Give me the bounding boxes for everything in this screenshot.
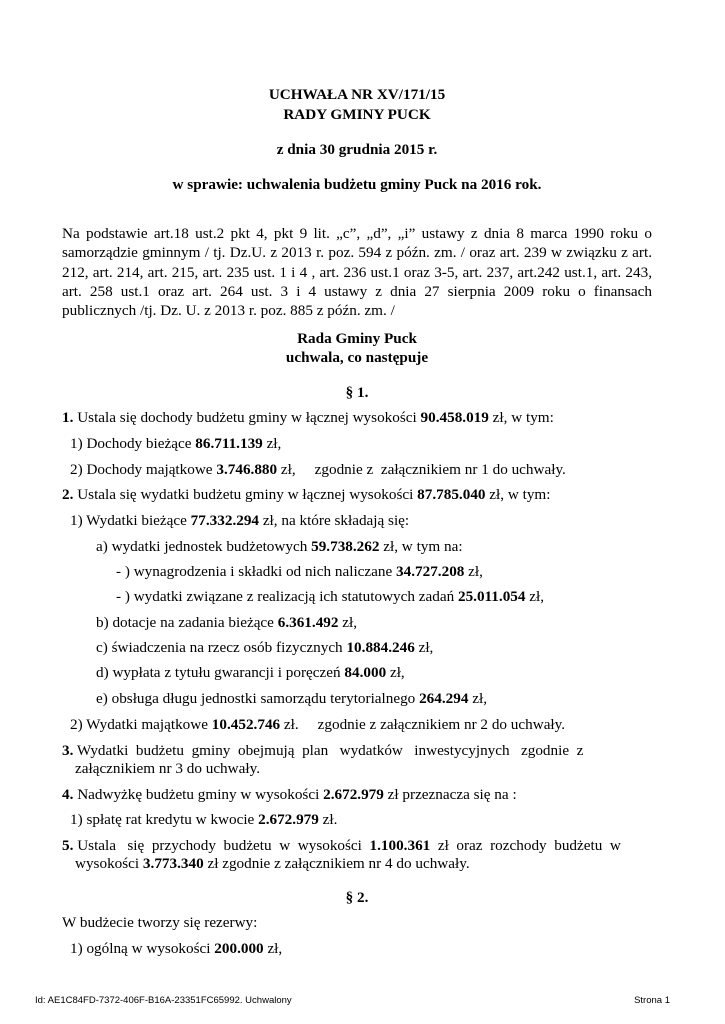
budget-units-expenditures-item: a) wydatki jednostek budżetowych 59.738.262 zł, w tym na: (96, 538, 463, 555)
point-5-continuation: wysokości 3.773.340 zł zgodnie z załącznikiem nr 4 do uchwały. (75, 855, 470, 872)
amount: 264.294 (419, 690, 469, 707)
amount: 10.884.246 (346, 639, 415, 656)
property-expenditures-item: 2) Wydatki majątkowe 10.452.746 zł. zgodnie z załącznikiem nr 2 do uchwały. (70, 716, 566, 733)
document-id-footer: Id: AE1C84FD-7372-406F-B16A-23351FC65992. Uchwalony (35, 995, 292, 1006)
current-subsidies-item: b) dotacje na zadania bieżące 6.361.492 zł, (96, 614, 358, 631)
amount: 10.452.746 (211, 716, 281, 733)
amount: 59.738.262 (311, 538, 380, 555)
amount: 87.785.040 (417, 486, 486, 503)
point-number: 2. (62, 486, 74, 503)
amount: 2.672.979 (323, 786, 384, 803)
point-1-revenues: 1. Ustala się dochody budżetu gminy w łącznej wysokości 90.458.019 zł, w tym: (62, 409, 554, 426)
resolution-subject: w sprawie: uchwalenia budżetu gminy Puck na 2016 rok. (172, 176, 542, 193)
resolution-number: UCHWAŁA NR XV/171/15 (268, 86, 446, 103)
loan-repayment-item: 1) spłatę rat kredytu w kwocie 2.672.979 zł. (70, 811, 338, 828)
point-number: 1. (62, 409, 74, 426)
point-5-revenues-expenditures: 5. Ustala się przychody budżetu w wysokości 1.100.361 zł oraz rozchody budżetu w (62, 837, 621, 854)
statutory-tasks-item: - ) wydatki związane z realizacją ich statutowych zadań 25.011.054 zł, (116, 588, 545, 605)
point-2-expenditures: 2. Ustala się wydatki budżetu gminy w łącznej wysokości 87.785.040 zł, w tym: (62, 486, 551, 503)
page-number-footer: Strona 1 (634, 995, 670, 1006)
point-number: 4. (62, 786, 74, 803)
amount: 2.672.979 (258, 811, 319, 828)
guarantees-item: d) wypłata z tytułu gwarancji i poręczeń 84.000 zł, (96, 664, 405, 681)
section-2-heading: § 2. (345, 889, 369, 906)
amount: 1.100.361 (369, 837, 431, 854)
current-revenues-item: 1) Dochody bieżące 86.711.139 zł, (70, 435, 282, 452)
section-1-heading: § 1. (345, 384, 369, 401)
debt-service-item: e) obsługa długu jednostki samorządu terytorialnego 264.294 zł, (96, 690, 487, 707)
point-number: 3. (62, 742, 74, 759)
amount: 3.746.880 (216, 461, 278, 478)
amount: 90.458.019 (420, 409, 489, 426)
reserves-intro: W budżecie tworzy się rezerwy: (62, 914, 258, 931)
point-number: 5. (62, 837, 74, 854)
point-4-surplus: 4. Nadwyżkę budżetu gminy w wysokości 2.672.979 zł przeznacza się na : (62, 786, 517, 803)
point-3-continuation: załącznikiem nr 3 do uchwały. (75, 760, 260, 777)
resolves-heading: uchwala, co następuje (285, 349, 429, 366)
council-name-heading: RADY GMINY PUCK (283, 106, 431, 123)
amount: 34.727.208 (396, 563, 465, 580)
amount: 25.011.054 (457, 588, 526, 605)
amount: 84.000 (344, 664, 387, 681)
council-heading: Rada Gminy Puck (297, 330, 417, 347)
current-expenditures-item: 1) Wydatki bieżące 77.332.294 zł, na które składają się: (70, 512, 410, 529)
amount: 77.332.294 (190, 512, 260, 529)
general-reserve-item: 1) ogólną w wysokości 200.000 zł, (70, 940, 283, 957)
benefits-item: c) świadczenia na rzecz osób fizycznych 10.884.246 zł, (96, 639, 434, 656)
amount: 200.000 (214, 940, 264, 957)
legal-basis-paragraph: Na podstawie art.18 ust.2 pkt 4, pkt 9 lit. „c”, „d”, „i” ustawy z dnia 8 marca 1990 roku o samorządzie gminnym / tj. Dz.U. z 2013 r. poz. 594 z późn. zm. / oraz art. 239 w związku z art. 212, art. 214, art. 215, art. 235 ust. 1 i 4 , art. 236 ust.1 oraz 3-5, art. 237, art.242 ust.1, art. 243, art. 258 ust.1 oraz art. 264 ust. 3 i 4 ustawy z dnia 27 sierpnia 2009 roku o finansach publicznych /tj. Dz. U. z 2013 r. poz. 885 z późn. zm. / (62, 225, 652, 320)
amount: 3.773.340 (142, 855, 204, 872)
resolution-date: z dnia 30 grudnia 2015 r. (276, 141, 438, 158)
amount: 86.711.139 (195, 435, 263, 452)
amount: 6.361.492 (277, 614, 339, 631)
property-revenues-item: 2) Dochody majątkowe 3.746.880 zł, zgodnie z załącznikiem nr 1 do uchwały. (70, 461, 566, 478)
point-3-investments: 3. Wydatki budżetu gminy obejmują plan wydatków inwestycyjnych zgodnie z (62, 742, 584, 759)
salaries-item: - ) wynagrodzenia i składki od nich naliczane 34.727.208 zł, (116, 563, 483, 580)
